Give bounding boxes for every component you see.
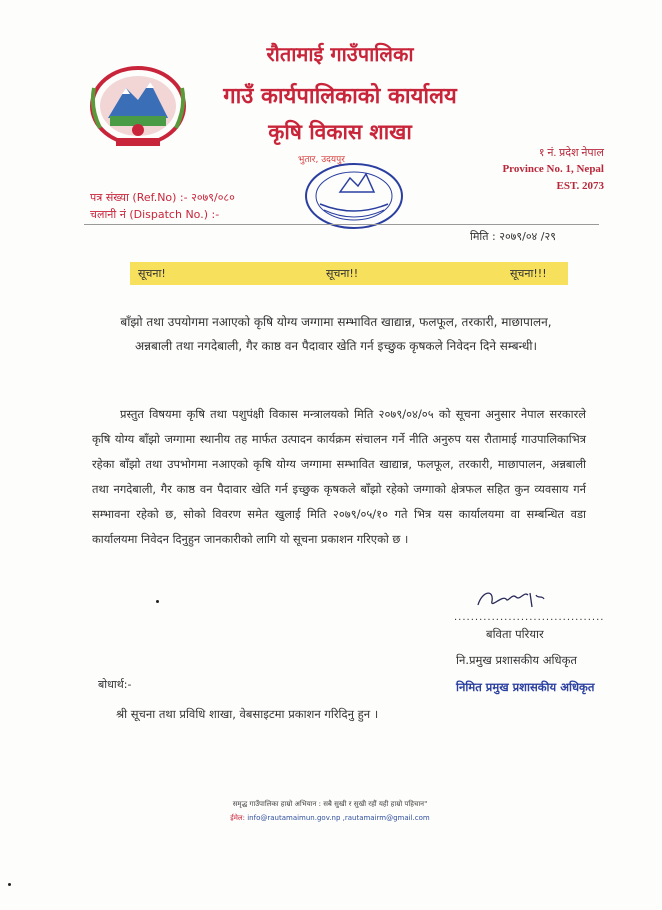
notice-body: प्रस्तुत विषयमा कृषि तथा पशुपंक्षी विकास मन्त्रालयको मिति २०७९/०४/०५ को सूचना अनुसार नेपाल सरकारले कृषि योग्य बाँझो जग्गामा स्थानीय तह मार्फत उत्पादन कार्यक्रम संचालन गर्ने नीति अनुरुप यस रौतामाई गाउपालिकाभित्र रहेका बाँझो तथा उपभोगमा नआएको कृषि योग्य जग्गामा सम्भावित खाद्यान्न, फलफूल, तरकारी, माछापालन, अन्नबाली तथा नगदेबाली, गैर काष्ठ वन पैदावार खेति गर्न इच्छुक कृषकले बाँझो रहेको जग्गाको क्षेत्रफल सहित कुन व्यवसाय गर्न सम्भावना रहेको छ, सोको विवरण समेत खुलाई मिति २०७९/०५/१० गते भित्र यस कार्यालयमा वा सम्बन्धित वडा कार्यालयमा निवेदन दिनुहुन जानकारीको लागि यो सूचना प्रकाशन गरिएको छ । [92,407,586,546]
reference-number: पत्र संख्या (Ref.No) :- २०७९/०८० [90,191,235,204]
province-nepali: १ नं. प्रदेश नेपाल [538,147,604,159]
email-addresses: info@rautamaimun.gov.np ,rautamairm@gmail.com [247,814,430,822]
municipality-title: रौतामाई गाउँपालिका [266,42,414,66]
cc-recipient: श्री सूचना तथा प्रविधि शाखा, वेबसाइटमा प्रकाशन गरिदिनु हुन । [116,707,379,721]
notice-label-2: सूचना!! [326,267,359,280]
designation-stamp: निमित प्रमुख प्रशासकीय अधिकृत [456,680,595,694]
letter-date: मिति : २०७९/०४ /२९ [470,230,556,243]
notice-label-3: सूचना!!! [510,267,547,280]
signatory-name: बविता परियार [486,627,544,641]
handwritten-signature [472,585,552,613]
dispatch-number: चलानी नं (Dispatch No.) :- [90,208,220,221]
branch-title: कृषि विकास शाखा [268,120,412,144]
nepal-emblem-logo [86,58,190,150]
speck-mark [156,600,159,603]
footer-slogan: समृद्ध गाउँपालिका हाम्रो अभियान : सबै सुखी र सुखी रहौं यही हाम्रो पहिचान" [232,800,428,808]
speck-mark [8,883,11,886]
footer-email [150,814,510,823]
header-divider [84,224,599,225]
office-title: गाउँ कार्यपालिकाको कार्यालय [223,84,457,109]
signatory-designation: नि.प्रमुख प्रशासकीय अधिकृत [456,653,577,667]
subject-line: बाँझो तथा उपयोगमा नआएको कृषि योग्य जग्गामा सम्भावित खाद्यान्न, फलफूल, तरकारी, माछापालन, अन्नबाली तथा नगदेबाली, गैर काष्ठ वन पैदावार खेति गर्न इच्छुक कृषकले निवेदन दिने सम्बन्धी। [120,315,552,353]
established-year: EST. 2073 [556,180,604,192]
signature-line: .................................... [454,612,605,623]
cc-label: बोधार्थ:- [98,678,132,691]
email-label: ईमेल: [230,814,245,822]
notice-label-1: सूचना! [138,267,166,280]
stamp-address-text: भुतार, उदयपुर [298,155,345,165]
province-english: Province No. 1, Nepal [502,163,604,175]
office-seal-stamp [300,152,408,232]
